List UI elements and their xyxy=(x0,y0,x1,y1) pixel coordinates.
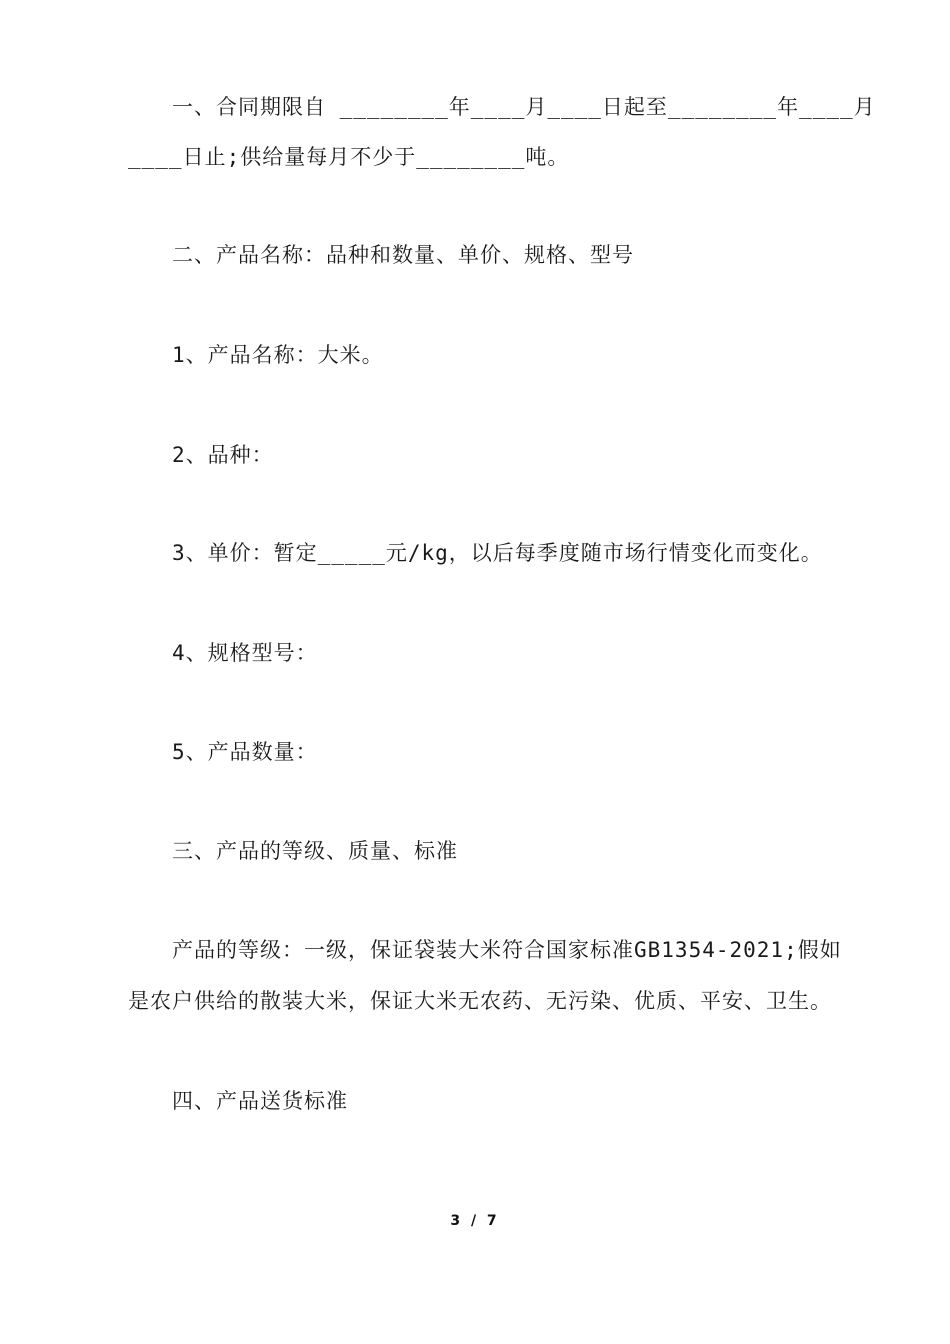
contract-term-line-2: ____日止;供给量每月不少于________吨。 xyxy=(128,145,570,169)
grade-paragraph-line-2: 是农户供给的散装大米，保证大米无农药、无污染、优质、平安、卫生。 xyxy=(128,989,832,1013)
item-product-name: 1、产品名称：大米。 xyxy=(172,343,384,367)
item-specification: 4、规格型号： xyxy=(172,641,318,665)
item-unit-price: 3、单价：暂定_____元/kg，以后每季度随市场行情变化而变化。 xyxy=(172,541,823,565)
section-heading-delivery: 四、产品送货标准 xyxy=(172,1089,348,1113)
grade-paragraph-line-1: 产品的等级：一级，保证袋装大米符合国家标准GB1354-2021;假如 xyxy=(172,938,842,962)
page-number: 3 / 7 xyxy=(450,1213,500,1229)
section-heading-grade-quality: 三、产品的等级、质量、标准 xyxy=(172,839,458,863)
contract-term-line-1: 一、合同期限自 ________年____月____日起至________年____月 xyxy=(172,95,876,119)
item-variety: 2、品种： xyxy=(172,443,274,467)
section-heading-product-name: 二、产品名称：品种和数量、单价、规格、型号 xyxy=(172,243,634,267)
item-quantity: 5、产品数量： xyxy=(172,740,318,764)
